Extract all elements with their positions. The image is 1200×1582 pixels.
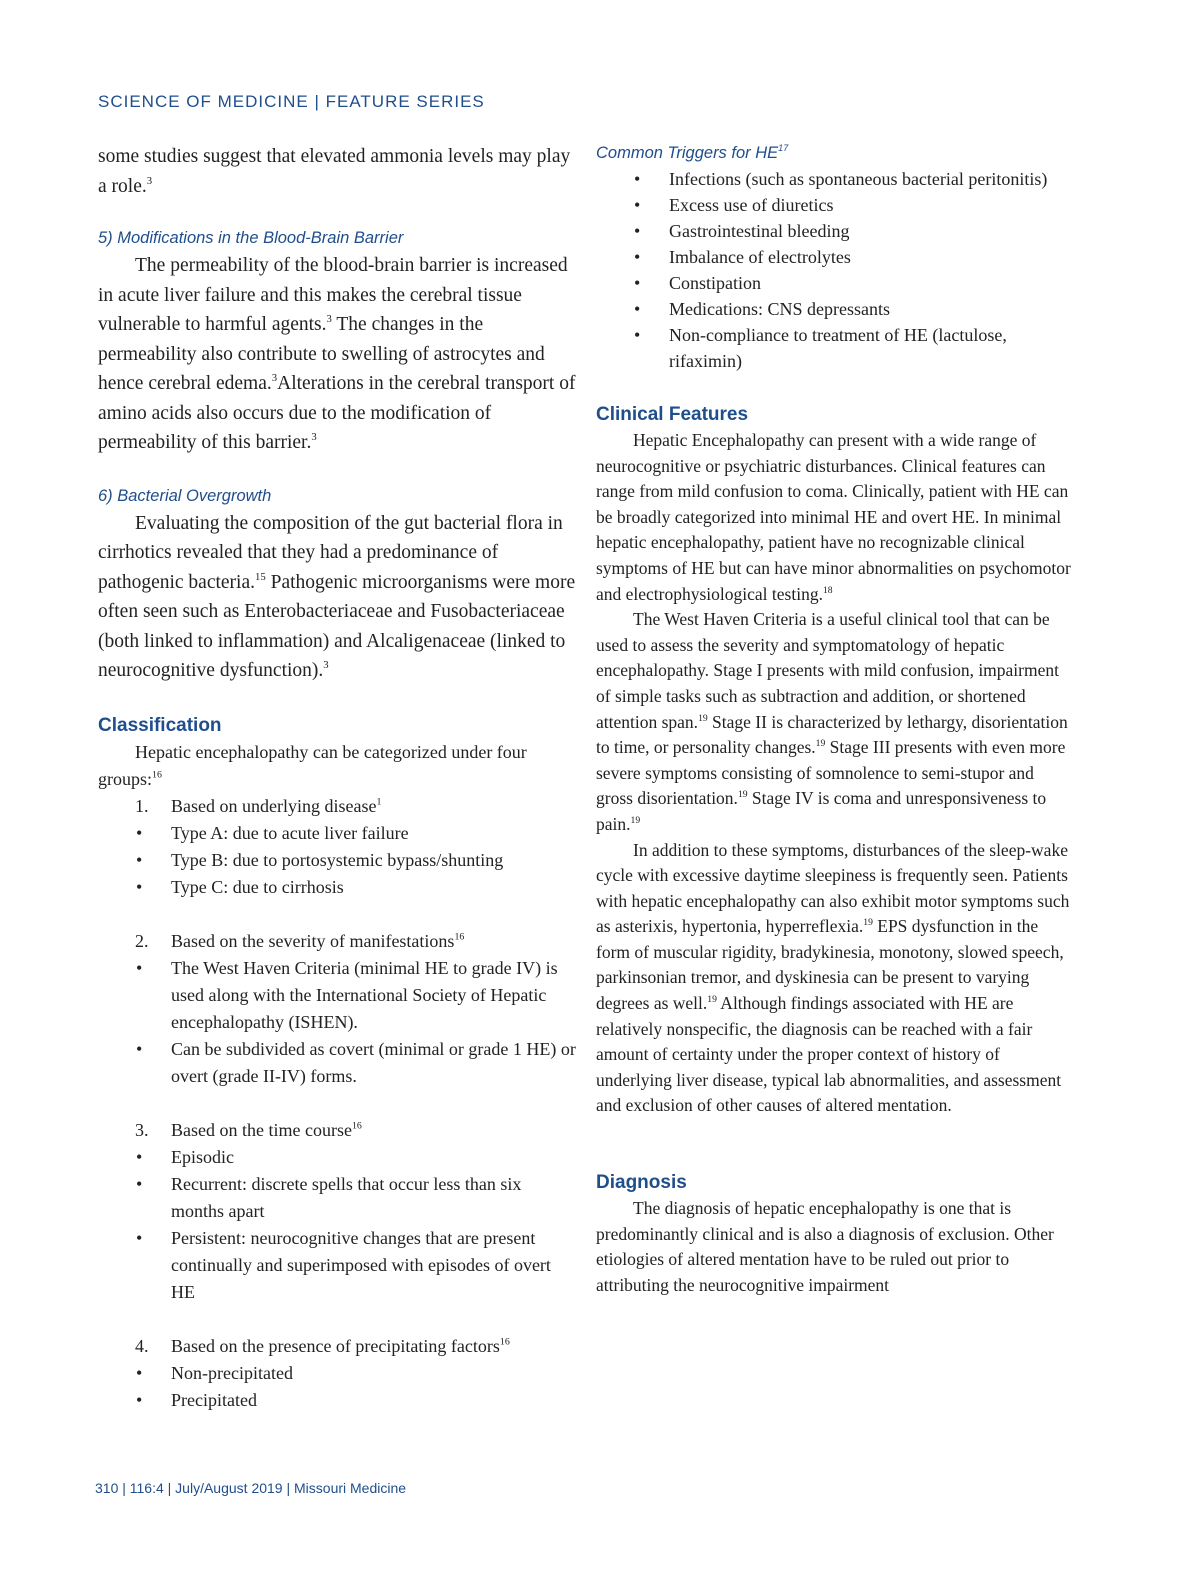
diagnosis-paragraph: The diagnosis of hepatic encephalopathy is one that is predominantly clinical and is also a diagnosis of exclusion. Other etiologies of altered mentation have to be ruled out prior to attributing the neurocognitive impairment: [596, 1198, 1054, 1295]
group-label: 2. Based on the severity of manifestations$^{16}$: [135, 930, 465, 951]
list-item: • Gastrointestinal bleeding: [634, 221, 850, 241]
clinical-paragraph-3: In addition to these symptoms, disturbances of the sleep-wake cycle with excessive daytime sleepiness is frequently seen. Patients with hepatic encephalopathy can also exhibit motor symptoms such as asterixis, hypertonia, hyperreflexia.$^{19}$ EPS dysfunction in the form of muscular rigidity, bradykinesia, monotony, slowed speech, parkinsonian tremor, and dyskinesia can be present to varying degrees as well.$^{19}$ Although findings associated with HE are relatively nonspecific, the diagnosis can be reached with a fair amount of certainty under the proper context of history of underlying liver disease, typical lab abnormalities, and assessment and exclusion of other causes of altered mentation.: [596, 839, 1070, 1116]
page-footer: 310 | 116:4 | July/August 2019 | Missouri Medicine: [95, 1480, 407, 1496]
triggers-list: [596, 166, 1072, 374]
clinical-features-heading: Clinical Features: [596, 404, 749, 425]
group-label: 1. Based on underlying disease$^1$: [135, 795, 382, 816]
clinical-paragraph-1: Hepatic Encephalopathy can present with a wide range of neurocognitive or psychiatric disturbances. Clinical features can range from mild confusion to coma. Clinically, patient with HE can be broadly categorized into minimal HE and overt HE. In minimal hepatic encephalopathy, patient have no recognizable clinical symptoms of HE but can have minor abnormalities on psychomotor and electrophysiological testing.$^{18}$: [596, 430, 1071, 604]
list-item: • Type A: due to acute liver failure: [136, 822, 409, 843]
list-item: • Persistent: neurocognitive changes that are present continually and superimposed with episodes of overt HE: [136, 1227, 551, 1302]
classification-heading: Classification: [98, 714, 222, 736]
left-column: [98, 142, 576, 1414]
list-item: • Type B: due to portosystemic bypass/shunting: [136, 849, 504, 870]
classification-group-1: [98, 793, 576, 901]
running-header: SCIENCE OF MEDICINE | FEATURE SERIES: [98, 92, 485, 111]
classification-group-4: [98, 1333, 576, 1414]
classification-intro: Hepatic encephalopathy can be categorized under four groups:$^{16}$: [98, 741, 527, 789]
list-item: • Excess use of diuretics: [634, 195, 834, 215]
diagnosis-heading: Diagnosis: [596, 1172, 687, 1194]
list-item: • The West Haven Criteria (minimal HE to grade IV) is used along with the International Society of Hepatic encephalopathy (ISHEN).: [136, 957, 558, 1032]
list-item: • Constipation: [634, 273, 762, 293]
section-5-paragraph: The permeability of the blood-brain barrier is increased in acute liver failure and this makes the cerebral tissue vulnerable to harmful agents.$^3$ The changes in the permeability also contribute to swelling of astrocytes and hence cerebral edema.$^3$Alterations in the cerebral transport of amino acids also occurs due to the modification of permeability of this barrier.$^3$: [98, 255, 576, 453]
intro-paragraph: some studies suggest that elevated ammonia levels may play a role.$^3$: [98, 146, 571, 197]
section-6-title: 6) Bacterial Overgrowth: [98, 486, 272, 505]
right-column: [596, 142, 1072, 1298]
list-item: • Imbalance of electrolytes: [634, 247, 851, 267]
list-item: • Non-compliance to treatment of HE (lactulose, rifaximin): [634, 325, 1007, 371]
triggers-title: Common Triggers for HE$^{17}$: [596, 143, 789, 162]
list-item: • Medications: CNS depressants: [634, 299, 890, 319]
group-label: 4. Based on the presence of precipitating factors$^{16}$: [135, 1335, 510, 1356]
classification-group-3: [98, 1117, 576, 1306]
clinical-paragraph-2: The West Haven Criteria is a useful clinical tool that can be used to assess the severity and symptomatology of hepatic encephalopathy. Stage I presents with mild confusion, impairment of simple tasks such as subtraction and addition, or shortened attention span.$^{19}$ Stage II is characterized by lethargy, disorientation to time, or personality changes.$^{19}$ Stage III presents with even more severe symptoms consisting of somnolence to semi-stupor and gross disorientation.$^{19}$ Stage IV is coma and unresponsiveness to pain.$^{19}$: [596, 609, 1068, 834]
classification-group-2: [98, 928, 576, 1090]
list-item: • Episodic: [136, 1146, 234, 1167]
section-6-paragraph: Evaluating the composition of the gut bacterial flora in cirrhotics revealed that they had a predominance of pathogenic bacteria.$^{15}$ Pathogenic microorganisms were more often seen such as Enterobacteriaceae and Fusobacteriaceae (both linked to inflammation) and Alcaligenaceae (linked to neurocognitive dysfunction).$^3$: [98, 512, 576, 681]
list-item: • Precipitated: [136, 1389, 257, 1410]
list-item: • Infections (such as spontaneous bacterial peritonitis): [634, 169, 1048, 189]
group-label: 3. Based on the time course$^{16}$: [135, 1119, 362, 1140]
list-item: • Can be subdivided as covert (minimal or grade 1 HE) or overt (grade II-IV) forms.: [136, 1038, 576, 1086]
section-5-title: 5) Modifications in the Blood-Brain Barrier: [98, 229, 404, 247]
list-item: • Type C: due to cirrhosis: [136, 876, 344, 897]
list-item: • Non-precipitated: [136, 1362, 293, 1383]
list-item: • Recurrent: discrete spells that occur less than six months apart: [136, 1173, 522, 1221]
